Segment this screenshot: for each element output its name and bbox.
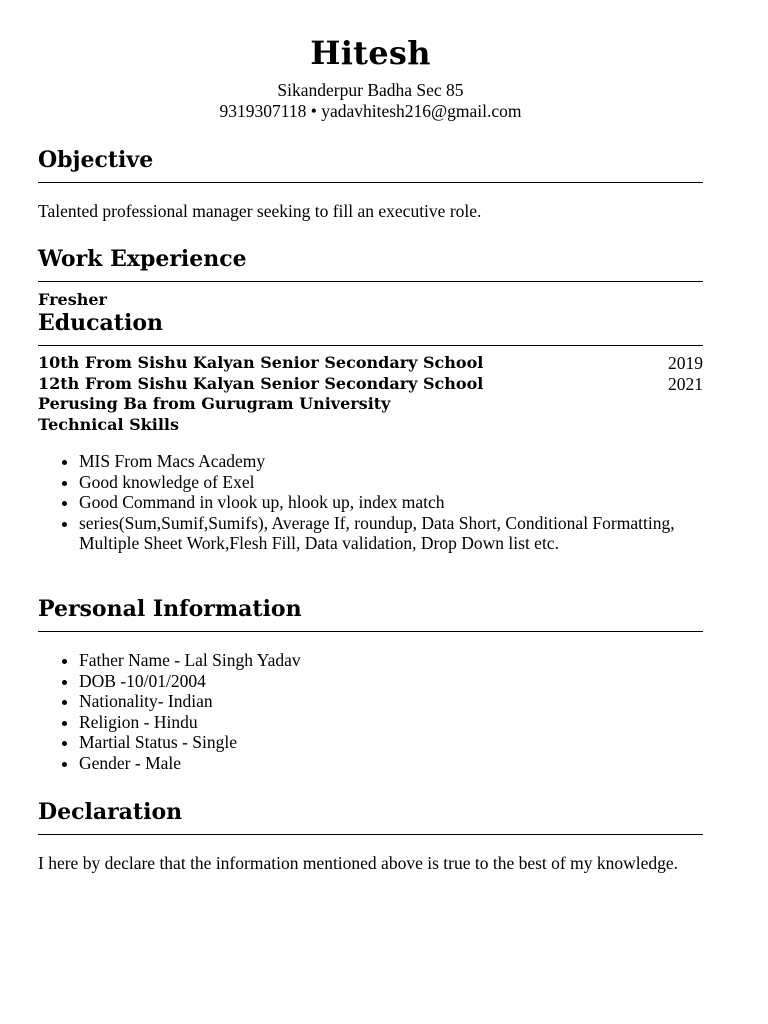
skill-item: • Good Command in vlook up, hlook up, index match	[79, 492, 703, 513]
personal-item: • Gender - Male	[79, 753, 703, 774]
education-row	[38, 415, 703, 436]
education-row	[38, 394, 703, 415]
skill-item: • series(Sum,Sumif,Sumifs), Average If, roundup, Data Short, Conditional Formatting, Multiple Sheet Work,Flesh Fill, Data validation, Drop Down list etc.	[79, 513, 703, 554]
section-divider	[38, 281, 703, 282]
personal-item: • Father Name - Lal Singh Yadav	[79, 650, 703, 671]
education-year: 2021	[668, 373, 703, 394]
declaration-section	[38, 798, 703, 874]
technical-skills-heading: Technical Skills	[38, 414, 179, 434]
education-label: Perusing Ba from Gurugram University	[38, 394, 391, 413]
education-year: 2019	[668, 353, 703, 373]
personal-section	[38, 595, 703, 773]
education-row	[38, 374, 703, 395]
work-title: Work Experience	[38, 246, 247, 272]
personal-item: • Religion - Hindu	[79, 712, 703, 733]
objective-text: Talented professional manager seeking to fill an executive role.	[38, 201, 482, 221]
section-divider	[38, 834, 703, 835]
education-title: Education	[38, 310, 163, 336]
education-list	[38, 353, 703, 435]
declaration-title: Declaration	[38, 799, 183, 825]
skill-item: • MIS From Macs Academy	[79, 451, 703, 472]
section-divider	[38, 345, 703, 346]
address: Sikanderpur Badha Sec 85	[277, 80, 464, 100]
skills-list	[38, 451, 703, 554]
skill-item: • Good knowledge of Exel	[79, 472, 703, 493]
education-label: 12th From Sishu Kalyan Senior Secondary School	[38, 373, 484, 393]
section-divider	[38, 631, 703, 632]
work-entry: Fresher	[38, 290, 107, 309]
education-label: 10th From Sishu Kalyan Senior Secondary School	[38, 353, 484, 372]
phone-email: 9319307118 • yadavhitesh216@gmail.com	[219, 101, 522, 121]
personal-item: • Martial Status - Single	[79, 732, 703, 753]
candidate-name: Hitesh	[310, 34, 431, 72]
education-row	[38, 353, 703, 374]
personal-item: • DOB -10/01/2004	[79, 671, 703, 692]
objective-title: Objective	[38, 147, 154, 173]
objective-section	[38, 146, 703, 222]
education-section	[38, 309, 703, 554]
declaration-text: I here by declare that the information mentioned above is true to the best of my knowledge.	[38, 853, 679, 873]
work-section	[38, 245, 703, 311]
contact-block	[38, 80, 703, 122]
section-divider	[38, 182, 703, 183]
personal-title: Personal Information	[38, 596, 302, 622]
personal-list	[38, 650, 703, 773]
personal-item: • Nationality- Indian	[79, 691, 703, 712]
